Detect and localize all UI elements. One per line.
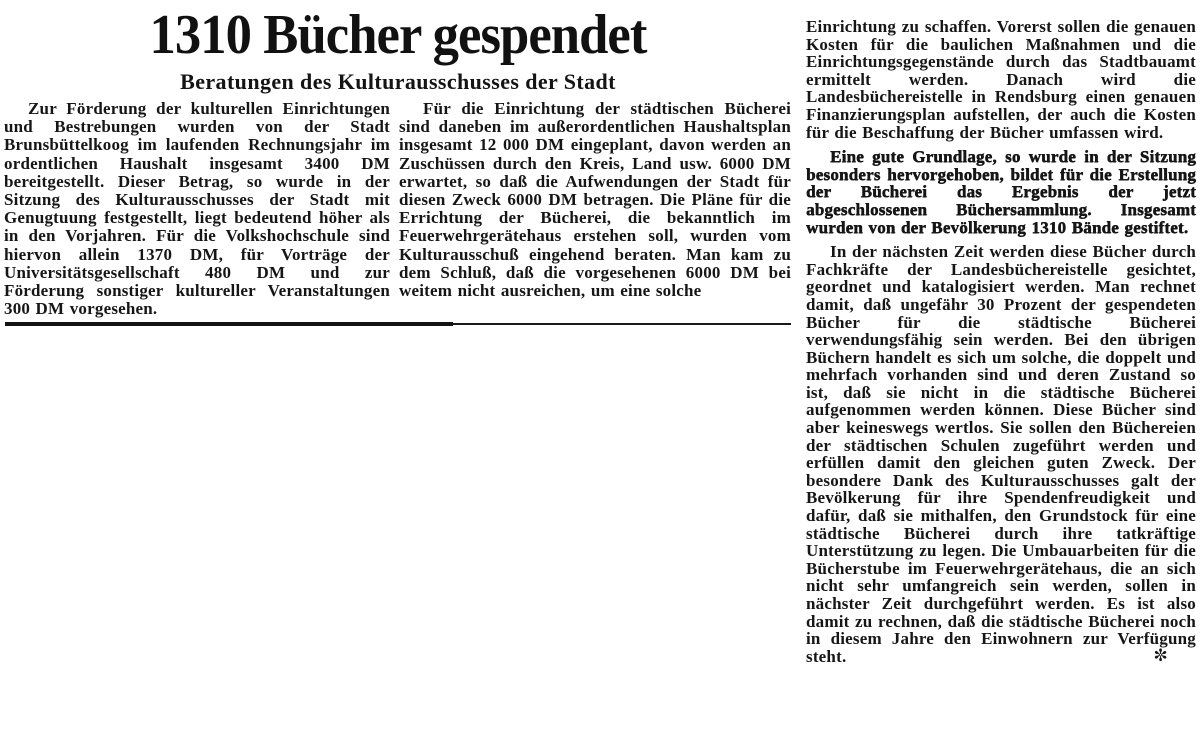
end-of-article-star-icon: ✼ bbox=[1153, 645, 1168, 666]
article-column-1 bbox=[4, 100, 390, 318]
article-header bbox=[8, 6, 788, 94]
end-mark-line bbox=[806, 645, 1196, 666]
paragraph: Zur Förderung der kulturellen Einrichtungen und Bestrebungen wurden von der Stadt Brunsbüttelkoog im laufenden Rechnungsjahr im ordentlichen Haushalt insgesamt 3400 DM bereitgestellt. Dieser Betrag, so wurde in der Sitzung des Kulturausschusses der Stadt mit Genugtuung festgestellt, liegt bedeutend höher als in den Vorjahren. Für die Volkshochschule sind hiervon allein 1370 DM, für Vorträge der Universitätsgesellschaft 480 DM und zur Förderung sonstiger kultureller Veranstaltungen 300 DM vorgesehen. bbox=[4, 99, 390, 319]
article-subheadline: Beratungen des Kulturausschusses der Stadt bbox=[180, 69, 616, 94]
divider-rule-thick-segment bbox=[5, 322, 453, 326]
divider-rule-thin-segment bbox=[453, 323, 791, 325]
paragraph: Für die Einrichtung der städtischen Bücherei sind daneben im außerordentlichen Haushaltsplan insgesamt 12 000 DM eingeplant, davon werden an Zuschüssen durch den Kreis, Land usw. 6000 DM erwartet, so daß die Aufwendungen der Stadt für diesen Zweck 6000 DM betragen. Die Pläne für die Errichtung der Bücherei, die bekanntlich im Feuerwehrgerätehaus erstehen soll, wurden vom Kulturausschuß eingehend beraten. Man kam zu dem Schluß, daß die vorgesehenen 6000 DM bei weitem nicht ausreichen, um eine solche bbox=[399, 99, 791, 301]
article-column-2 bbox=[399, 100, 791, 300]
paragraph-emphasized: Eine gute Grundlage, so wurde in der Sitzung besonders hervorgehoben, bildet für die Erstellung der Bücherei das Ergebnis der jetzt abgeschlossenen Büchersammlung. Insgesamt wurden von der Bevölkerung 1310 Bände gestiftet. bbox=[806, 147, 1196, 237]
article-column-3 bbox=[806, 18, 1196, 665]
article-divider-rule bbox=[5, 322, 791, 326]
article-headline: 1310 Bücher gespendet bbox=[149, 4, 647, 66]
paragraph: In der nächsten Zeit werden diese Bücher durch Fachkräfte der Landesbüchereistelle gesichtet, geordnet und katalogisiert werden. Man rechnet damit, daß ungefähr 30 Prozent der gespendeten Bücher für die städtische Bücherei verwendungsfähig sein werden. Bei den übrigen Büchern handelt es sich um solche, die doppelt und mehrfach vorhanden sind und deren Zustand so ist, daß sie nicht in die städtische Bücherei aufgenommen werden können. Diese Bücher sind aber keineswegs wertlos. Sie sollen den Büchereien der städtischen Schulen zugeführt werden und erfüllen damit den gleichen guten Zweck. Der besondere Dank des Kulturausschusses galt der Bevölkerung für ihre Spendenfreudigkeit und dafür, daß sie mithalfen, den Grundstock für eine städtische Bücherei durch ihre tatkräftige Unterstützung zu legen. Die Umbauarbeiten für die Bücherstube im Feuerwehrgerätehaus, die an sich nicht sehr umfangreich sein werden, sollen in nächster Zeit durchgeführt werden. Es ist also damit zu rechnen, daß die städtische Bücherei noch in diesem Jahre den Einwohnern zur Verfügung steht. bbox=[806, 242, 1196, 666]
paragraph: Einrichtung zu schaffen. Vorerst sollen die genauen Kosten für die baulichen Maßnahmen und die Einrichtungsgegenstände durch das Stadtbauamt ermittelt werden. Danach wird die Landesbüchereistelle in Rendsburg einen genauen Finanzierungsplan aufstellen, der auch die Kosten für die Beschaffung der Bücher umfassen wird. bbox=[806, 17, 1196, 142]
